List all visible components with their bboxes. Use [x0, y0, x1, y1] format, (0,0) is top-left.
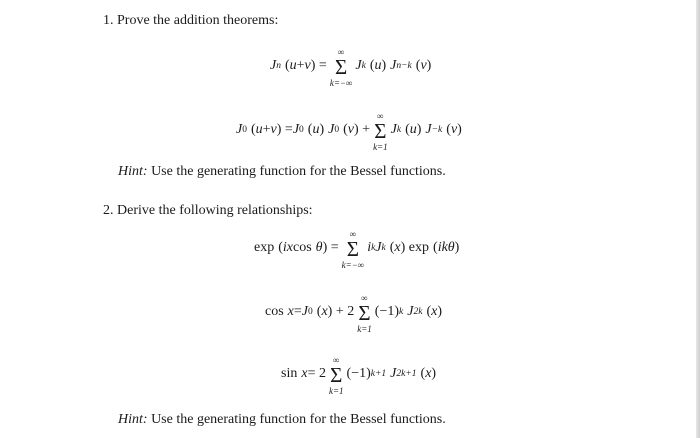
hint-text: Use the generating function for the Bessel functions. [151, 164, 446, 179]
problem-2-heading [103, 202, 313, 220]
summation-symbol: ∞ Σ k=−∞ [329, 46, 353, 88]
page-edge-shadow [696, 0, 700, 438]
problem-2-number: 2. [103, 203, 114, 218]
hint-text: Use the generating function for the Bessel functions. [151, 412, 446, 427]
problem-1-hint [118, 163, 446, 181]
hint-label: Hint: [118, 412, 148, 427]
summation-symbol: ∞ Σ k=1 [357, 292, 372, 334]
summation-symbol: ∞ Σ k=−∞ [341, 228, 365, 270]
problem-2-hint [118, 411, 446, 429]
problem-1-number: 1. [103, 13, 114, 28]
summation-symbol: ∞ Σ k=1 [373, 110, 388, 152]
problem-1-heading [103, 12, 278, 30]
summation-symbol: ∞ Σ k=1 [328, 354, 344, 396]
problem-1-prompt: Prove the addition theorems: [117, 13, 279, 28]
equation-sine-expansion: sin x = 2 ∞ Σ k=1 (−1) k+1 J 2k+1 ( x ) [281, 354, 437, 396]
equation-cosine-expansion: cos x = J 0 ( x ) + 2 ∞ Σ k=1 (−1) k J 2k ( x ) [265, 292, 442, 334]
hint-label: Hint: [118, 164, 148, 179]
equation-addition-theorem-zero: J 0 ( u + v ) = J 0 ( u ) J 0 ( v ) + ∞ Σ k=1 J k ( u ) J −k ( v ) [236, 110, 462, 152]
equation-exponential-expansion: exp ( ix cos θ ) = ∞ Σ k=−∞ i k J k ( x ) exp ( ikθ ) [254, 228, 460, 270]
equation-addition-theorem-general: J n ( u + v ) = ∞ Σ k=−∞ J k ( u ) J n−k ( v ) [270, 46, 432, 88]
problem-2-prompt: Derive the following relationships: [117, 203, 313, 218]
